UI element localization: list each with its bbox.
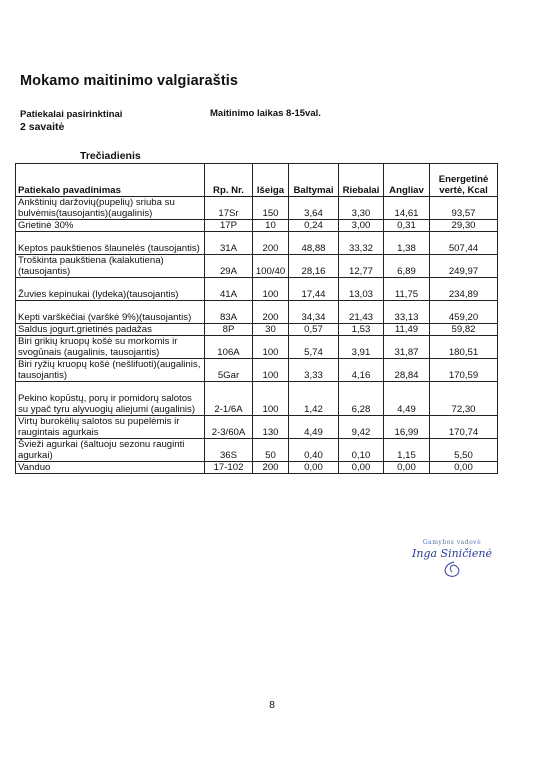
kcal-cell: 5,50 [430, 439, 498, 462]
table-row [16, 220, 498, 232]
carbs-cell: 14,61 [384, 197, 430, 220]
table-row [16, 439, 498, 462]
recipe-number-cell: 5Gar [205, 359, 253, 382]
table-row [16, 382, 498, 416]
signature-role: Gamybos vadovė [422, 539, 482, 546]
table-row [16, 324, 498, 336]
fat-cell: 0,10 [339, 439, 384, 462]
column-header-protein: Baltymai [289, 164, 339, 197]
yield-cell: 200 [253, 301, 289, 324]
protein-cell: 4,49 [289, 416, 339, 439]
dish-name-cell: Virtų burokėlių salotos su pupelėmis ir raugintais agurkais [16, 416, 205, 439]
recipe-number-cell: 17Sr [205, 197, 253, 220]
column-header-code: Rp. Nr. [205, 164, 253, 197]
carbs-cell: 6,89 [384, 255, 430, 278]
page-number: 8 [269, 699, 275, 711]
subtitle: Patiekalai pasirinktinai [20, 109, 123, 120]
document-title: Mokamo maitinimo valgiaraštis [20, 73, 239, 89]
signature-scribble-icon [432, 560, 472, 580]
signature-name: Inga Siničienė [412, 547, 492, 560]
dish-name-cell: Troškinta paukštiena (kalakutiena)(tausojantis) [16, 255, 205, 278]
carbs-cell: 33,13 [384, 301, 430, 324]
kcal-cell: 72,30 [430, 382, 498, 416]
kcal-cell: 459,20 [430, 301, 498, 324]
table-body [16, 197, 498, 474]
table-row [16, 336, 498, 359]
table-row [16, 359, 498, 382]
fat-cell: 13,03 [339, 278, 384, 301]
yield-cell: 150 [253, 197, 289, 220]
table-row [16, 462, 498, 474]
table-header-row [16, 164, 498, 197]
recipe-number-cell: 83A [205, 301, 253, 324]
yield-cell: 100/40 [253, 255, 289, 278]
fat-cell: 4,16 [339, 359, 384, 382]
dish-name-cell: Kepti varškėčiai (varškė 9%)(tausojantis) [16, 301, 205, 324]
protein-cell: 3,33 [289, 359, 339, 382]
table-row [16, 416, 498, 439]
yield-cell: 100 [253, 359, 289, 382]
protein-cell: 48,88 [289, 232, 339, 255]
recipe-number-cell: 2-1/6A [205, 382, 253, 416]
dish-name-cell: Pekino kopūstų, porų ir pomidorų salotos su ypač tyru alyvuogių aliejumi (augalinis) [16, 382, 205, 416]
column-header-fat: Riebalai [339, 164, 384, 197]
kcal-cell: 93,57 [430, 197, 498, 220]
dish-name-cell: Žuvies kepinukai (lydeka)(tausojantis) [16, 278, 205, 301]
kcal-cell: 170,59 [430, 359, 498, 382]
subtitle-block [20, 108, 122, 134]
protein-cell: 0,24 [289, 220, 339, 232]
yield-cell: 50 [253, 439, 289, 462]
kcal-cell: 59,82 [430, 324, 498, 336]
column-header-carbs: Angliav [384, 164, 430, 197]
protein-cell: 28,16 [289, 255, 339, 278]
fat-cell: 12,77 [339, 255, 384, 278]
yield-cell: 30 [253, 324, 289, 336]
fat-cell: 0,00 [339, 462, 384, 474]
kcal-cell: 170,74 [430, 416, 498, 439]
recipe-number-cell: 31A [205, 232, 253, 255]
protein-cell: 3,64 [289, 197, 339, 220]
recipe-number-cell: 17P [205, 220, 253, 232]
protein-cell: 0,57 [289, 324, 339, 336]
carbs-cell: 31,87 [384, 336, 430, 359]
meal-hours: Maitinimo laikas 8-15val. [210, 108, 321, 119]
protein-cell: 0,40 [289, 439, 339, 462]
dish-name-cell: Ankštinių daržovių(pupelių) sriuba su bulvėmis(tausojantis)(augalinis) [16, 197, 205, 220]
carbs-cell: 0,00 [384, 462, 430, 474]
yield-cell: 10 [253, 220, 289, 232]
carbs-cell: 16,99 [384, 416, 430, 439]
recipe-number-cell: 29A [205, 255, 253, 278]
carbs-cell: 1,15 [384, 439, 430, 462]
protein-cell: 5,74 [289, 336, 339, 359]
yield-cell: 100 [253, 278, 289, 301]
kcal-cell: 249,97 [430, 255, 498, 278]
dish-name-cell: Saldus jogurt.grietinės padažas [16, 324, 205, 336]
signature-block [412, 539, 492, 580]
yield-cell: 100 [253, 336, 289, 359]
fat-cell: 1,53 [339, 324, 384, 336]
dish-name-cell: Grietinė 30% [16, 220, 205, 232]
kcal-cell: 29,30 [430, 220, 498, 232]
yield-cell: 200 [253, 462, 289, 474]
fat-cell: 33,32 [339, 232, 384, 255]
protein-cell: 0,00 [289, 462, 339, 474]
table-row [16, 278, 498, 301]
carbs-cell: 28,84 [384, 359, 430, 382]
fat-cell: 3,91 [339, 336, 384, 359]
column-header-yield: Išeiga [253, 164, 289, 197]
fat-cell: 3,30 [339, 197, 384, 220]
recipe-number-cell: 17-102 [205, 462, 253, 474]
yield-cell: 130 [253, 416, 289, 439]
recipe-number-cell: 106A [205, 336, 253, 359]
kcal-cell: 234,89 [430, 278, 498, 301]
kcal-cell: 0,00 [430, 462, 498, 474]
dish-name-cell: Vanduo [16, 462, 205, 474]
table-row [16, 197, 498, 220]
recipe-number-cell: 41A [205, 278, 253, 301]
column-header-name: Patiekalo pavadinimas [16, 164, 205, 197]
recipe-number-cell: 2-3/60A [205, 416, 253, 439]
carbs-cell: 11,75 [384, 278, 430, 301]
kcal-cell: 507,44 [430, 232, 498, 255]
column-header-kcal: Energetinė vertė, Kcal [430, 164, 498, 197]
weeks-label: 2 savaitė [20, 121, 65, 133]
table-row [16, 301, 498, 324]
recipe-number-cell: 8P [205, 324, 253, 336]
dish-name-cell: Biri grikių kruopų košė su morkomis ir svogūnais (augalinis, tausojantis) [16, 336, 205, 359]
yield-cell: 200 [253, 232, 289, 255]
fat-cell: 6,28 [339, 382, 384, 416]
kcal-cell: 180,51 [430, 336, 498, 359]
carbs-cell: 1,38 [384, 232, 430, 255]
protein-cell: 34,34 [289, 301, 339, 324]
table-row [16, 232, 498, 255]
dish-name-cell: Švieži agurkai (šaltuoju sezonu rauginti agurkai) [16, 439, 205, 462]
dish-name-cell: Biri ryžių kruopų košė (nešlifuoti)(augalinis, tausojantis) [16, 359, 205, 382]
protein-cell: 1,42 [289, 382, 339, 416]
day-title: Trečiadienis [80, 150, 141, 162]
table-row [16, 255, 498, 278]
dish-name-cell: Keptos paukštienos šlaunelės (tausojantis) [16, 232, 205, 255]
menu-table [15, 163, 498, 474]
yield-cell: 100 [253, 382, 289, 416]
fat-cell: 21,43 [339, 301, 384, 324]
protein-cell: 17,44 [289, 278, 339, 301]
fat-cell: 9,42 [339, 416, 384, 439]
recipe-number-cell: 36S [205, 439, 253, 462]
carbs-cell: 0,31 [384, 220, 430, 232]
carbs-cell: 11,49 [384, 324, 430, 336]
fat-cell: 3,00 [339, 220, 384, 232]
carbs-cell: 4,49 [384, 382, 430, 416]
